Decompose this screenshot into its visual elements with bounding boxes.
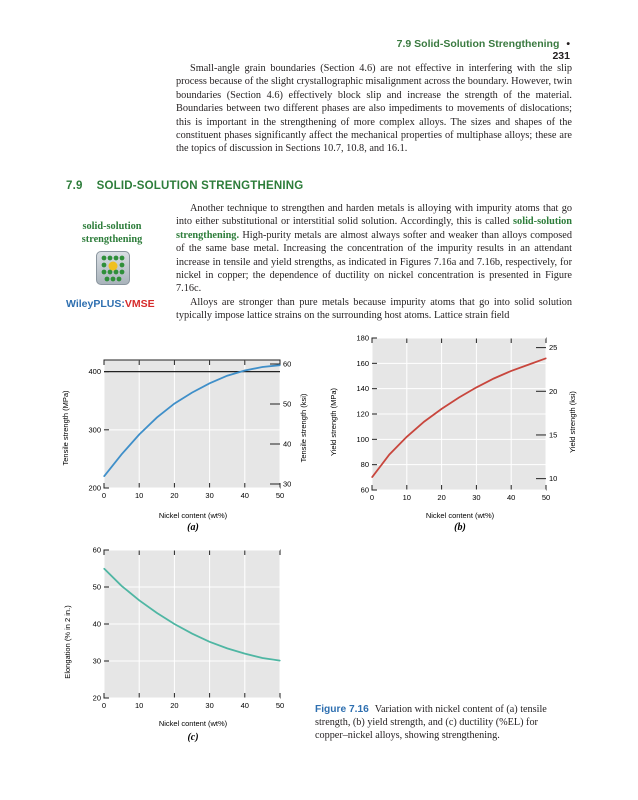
data-point [371,477,372,478]
y-tick-label: 20 [92,693,101,703]
y-tick-label: 60 [92,545,101,555]
data-point [209,641,210,642]
x-tick-label: 40 [240,701,249,710]
intro-paragraph-block [176,62,572,156]
data-point [476,387,477,388]
y-tick-label: 180 [356,333,369,343]
chart-a-plot [88,360,291,501]
caption-text: Variation with nickel content of (a) tensile strength, (b) yield strength, and (c) ductility (%EL) for copper–nickel alloys, showing strengthening. [315,704,547,741]
data-point [103,568,104,569]
data-point [441,408,442,409]
y-tick-label: 400 [88,367,101,377]
y-tick-label: 200 [88,483,101,493]
x-tick-label: 10 [135,491,144,500]
data-point [545,358,546,359]
x-tick-label: 30 [205,701,214,710]
y-tick-label: 100 [356,434,369,444]
y2-tick-label: 10 [549,474,558,484]
y2-tick-label: 15 [549,430,558,440]
chart-b [326,330,588,532]
data-point [191,392,192,393]
intro-paragraph: Small-angle grain boundaries (Section 4.6) are not effective in interfering with the slip process because of the slight crystallographic misalignment across the boundary. However, twin boundaries (Section 4.6) effectively block slip and increase the strength of the material. Boundaries between two different phases are also impediments to movements of dislocations; this is important in the strengthening of more complex alloys. The sizes and shapes of the constituent phases significantly affect the mechanical properties of multiphase alloys; these are the topics of discussion in Sections 10.7, 10.8, and 16.1. [176,63,572,155]
data-point [528,364,529,365]
chart-c [60,540,300,746]
chart-frame [104,360,280,488]
x-tick-label: 10 [402,493,411,502]
data-point [493,378,494,379]
wileyplus-vmse-link[interactable] [66,298,155,310]
data-point [139,600,140,601]
section-title: SOLID-SOLUTION STRENGTHENING [96,180,304,192]
data-point [121,585,122,586]
y-tick-label: 60 [360,485,369,495]
chart-b-ylabel: Yield strength (MPa) [329,387,338,457]
y-tick-label: 120 [356,409,369,419]
chart-b-sublabel: (b) [454,522,466,532]
chart-c-sublabel: (c) [187,732,199,743]
chart-c-plot [93,546,285,711]
data-point [424,421,425,422]
margin-glossary-term[interactable] [62,220,162,246]
section-heading [66,180,303,192]
x-tick-label: 50 [275,701,285,710]
atom-lattice-icon[interactable] [96,251,130,285]
chart-b-ylabel2: Yield strength (ksi) [568,391,577,453]
y2-tick-label: 20 [549,386,558,396]
data-point [121,454,122,455]
chart-c-ylabel: Elongation (% in 2 in.) [63,605,72,679]
y-tick-label: 30 [92,656,101,666]
header-section-title: 7.9 Solid-Solution Strengthening [396,38,560,50]
chart-b-plot [356,334,557,503]
x-tick-label: 30 [205,491,214,500]
margin-term-line-1: solid-solution [82,221,142,232]
y-tick-label: 300 [88,425,101,435]
data-point [406,436,407,437]
body-paragraph-1 [176,202,572,296]
p1-after: High-purity metals are almost always softer and weaker than alloys composed of the same base metal. Increasing the concentration of the impurity results in an attendant increase in tensile and yield strengths, as indicated in Figures 7.16a and 7.16b, respectively, for nickel in copper; the dependence of ductility on nickel concentration is presented in Figure 7.16c. [176,229,572,295]
x-tick-label: 50 [541,493,551,502]
data-point [174,403,175,404]
y2-tick-label: 25 [549,343,558,353]
chart-b-xlabel: Nickel content (wt%) [425,511,495,520]
chart-a-xlabel: Nickel content (wt%) [158,511,228,520]
margin-term-line-2: strengthening [81,234,143,245]
data-point [458,397,459,398]
wileyplus-sep: : [121,298,125,310]
data-point [389,454,390,455]
data-point [156,417,157,418]
x-tick-label: 40 [507,493,516,502]
chart-a [60,352,310,532]
x-tick-label: 10 [135,701,144,710]
figure-caption [315,703,560,742]
chart-a-sublabel: (a) [187,522,199,532]
y-tick-label: 40 [92,619,101,629]
x-tick-label: 0 [101,491,107,500]
data-point [139,434,140,435]
y2-tick-label: 40 [283,439,292,449]
data-point [279,660,280,661]
x-tick-label: 0 [101,701,107,710]
x-tick-label: 30 [472,493,481,502]
running-header [380,38,570,62]
x-tick-label: 20 [170,491,179,500]
chart-a-ylabel2: Tensile strength (ksi) [299,393,308,463]
page-number: 231 [552,50,570,62]
y2-tick-label: 30 [283,479,292,489]
y-tick-label: 140 [356,384,369,394]
data-point [227,375,228,376]
y-tick-label: 160 [356,358,369,368]
wileyplus-brand: WileyPLUS [66,298,122,310]
data-point [262,657,263,658]
data-point [244,370,245,371]
p1-before: Another technique to strengthen and harden metals is alloying with impurity atoms that go into either substitutional or interstitial solid solution. Accordingly, this is called [176,203,572,228]
header-separator: • [566,38,570,50]
data-point [227,648,228,649]
x-tick-label: 0 [369,493,375,502]
x-tick-label: 20 [170,701,179,710]
data-point [103,476,104,477]
x-tick-label: 40 [240,491,249,500]
y2-tick-label: 50 [283,399,292,409]
data-point [244,653,245,654]
data-point [209,383,210,384]
data-point [191,633,192,634]
y-tick-label: 80 [360,460,369,470]
chart-c-xlabel: Nickel content (wt%) [158,719,228,728]
y-tick-label: 50 [92,582,101,592]
atom-lattice-icon-graphic [97,252,129,284]
vmse-label: VMSE [124,298,155,310]
data-point [511,370,512,371]
chart-a-ylabel: Tensile strength (MPa) [61,390,70,466]
body-text [176,202,572,323]
y2-tick-label: 60 [283,359,292,369]
p1-keyword: solid-solution strengthening. [176,216,572,241]
data-point [174,623,175,624]
data-point [262,366,263,367]
data-point [156,612,157,613]
body-paragraph-2: Alloys are stronger than pure metals because impurity atoms that go into solid solution typically impose lattice strains on the surrounding host atoms. Lattice strain field [176,296,572,322]
x-tick-label: 20 [437,493,446,502]
section-number: 7.9 [66,180,83,192]
figure-number: Figure 7.16 [315,704,369,715]
x-tick-label: 50 [275,491,285,500]
data-point [279,365,280,366]
